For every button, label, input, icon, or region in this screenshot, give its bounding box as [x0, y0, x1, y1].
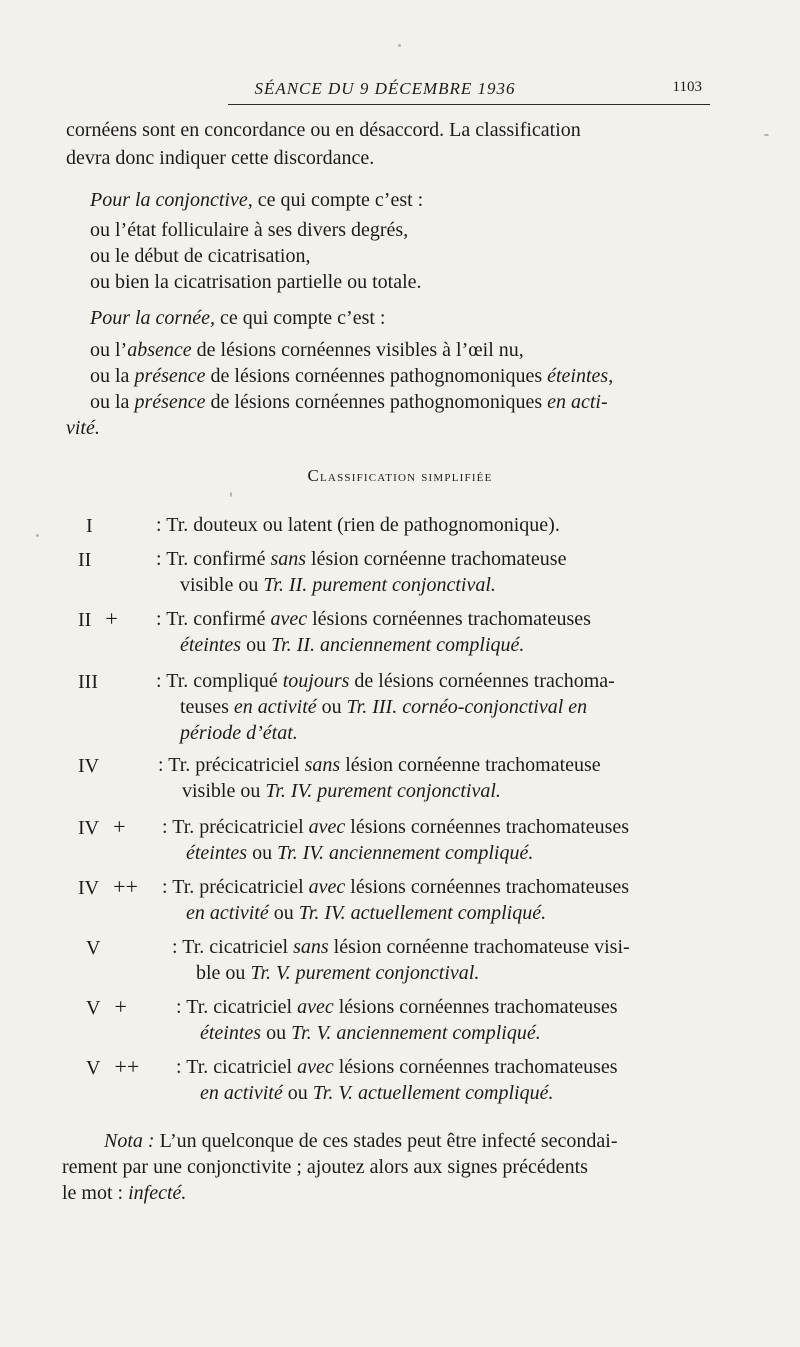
paper-speck — [764, 134, 769, 136]
description-text: ou — [261, 1022, 292, 1044]
description-text: lésions cornéennes trachomateuses — [333, 1056, 618, 1078]
conjunctiva-lead — [90, 188, 423, 212]
classification-stage — [86, 995, 127, 1020]
stage-plus-marker: + — [105, 606, 118, 631]
description-text: ou — [316, 696, 347, 718]
description-text: ou — [282, 1082, 313, 1104]
classification-description — [162, 874, 629, 926]
cornea-label: Pour la cornée, — [90, 307, 215, 329]
stage-numeral: V — [86, 1057, 101, 1079]
description-emphasis: éteintes — [180, 634, 242, 656]
description-line — [162, 874, 629, 900]
description-text: lésions cornéennes trachomateuses — [345, 876, 630, 898]
description-text: visible ou — [182, 780, 266, 802]
cornea-item-text: ou l’ — [90, 339, 128, 361]
description-line — [156, 694, 615, 720]
cornea-item-emphasis: éteintes — [547, 365, 609, 387]
conjunctiva-item: ou bien la cicatrisation partielle ou totale. — [90, 271, 422, 293]
cornea-item-emphasis: présence — [134, 391, 206, 413]
classification-description — [156, 606, 591, 658]
description-text: ble ou — [196, 962, 251, 984]
conjunctiva-lead-text: ce qui compte c’est : — [252, 189, 424, 211]
running-title: SÉANCE DU 9 DÉCEMBRE 1936 — [254, 79, 516, 98]
description-line — [156, 668, 615, 694]
stage-plus-marker: ++ — [113, 874, 138, 899]
description-emphasis: avec — [297, 996, 334, 1018]
description-text: : Tr. précicatriciel — [162, 876, 309, 898]
description-emphasis: Tr. II. purement conjonctival. — [263, 574, 496, 596]
description-emphasis: éteintes — [186, 842, 248, 864]
description-line — [176, 1080, 618, 1106]
nota-emphasis: infecté. — [128, 1182, 187, 1204]
classification-description — [158, 752, 601, 804]
classification-stage — [78, 753, 113, 778]
description-emphasis: Tr. IV. actuellement compliqué. — [298, 902, 547, 924]
cornea-item-text: de lésions cornéennes pathognomoniques — [205, 391, 548, 413]
description-line — [156, 720, 615, 746]
classification-description — [176, 1054, 618, 1106]
description-line — [156, 606, 591, 632]
description-line — [158, 752, 601, 778]
description-emphasis: sans — [304, 754, 341, 776]
description-text: : Tr. douteux ou latent (rien de pathognomonique). — [156, 514, 560, 536]
classification-description — [172, 934, 630, 986]
stage-numeral: V — [86, 997, 101, 1019]
classification-description — [156, 668, 615, 746]
description-line — [162, 900, 629, 926]
description-text: : Tr. cicatriciel — [176, 1056, 298, 1078]
intro-line-2: devra donc indiquer cette discordance. — [66, 147, 375, 169]
nota-line-2: rement par une conjonctivite ; ajoutez alors aux signes précédents — [62, 1156, 588, 1178]
nota-line-1 — [104, 1128, 618, 1154]
section-heading — [0, 466, 800, 486]
nota-line-3 — [62, 1180, 186, 1206]
conjunctiva-item: ou le début de cicatrisation, — [90, 245, 311, 267]
description-text: : Tr. cicatriciel — [176, 996, 298, 1018]
description-emphasis: période d’état. — [180, 722, 298, 744]
heading-initial: C — [307, 466, 321, 485]
classification-description — [156, 512, 560, 538]
page-number: 1103 — [672, 79, 702, 95]
stage-numeral: IV — [78, 817, 100, 839]
description-text: ou — [241, 634, 272, 656]
description-line — [156, 512, 560, 538]
description-emphasis: Tr. V. purement conjonctival. — [250, 962, 480, 984]
nota-text: le mot : — [62, 1182, 129, 1204]
header-rule — [228, 104, 710, 105]
description-emphasis: Tr. II. anciennement compliqué. — [271, 634, 525, 656]
classification-description — [176, 994, 618, 1046]
description-text: lésions cornéennes trachomateuses — [345, 816, 630, 838]
cornea-lead-text: ce qui compte c’est : — [214, 307, 386, 329]
description-emphasis: Tr. III. cornéo-conjonctival en — [346, 696, 588, 718]
description-text: lésion cornéenne trachomateuse visi- — [328, 936, 630, 958]
description-text: visible ou — [180, 574, 264, 596]
description-text: : Tr. cicatriciel — [172, 936, 294, 958]
paper-speck — [36, 534, 39, 537]
stage-numeral: IV — [78, 755, 100, 777]
description-line — [172, 960, 630, 986]
description-line — [172, 934, 630, 960]
stage-numeral: V — [86, 937, 101, 959]
classification-stage — [78, 607, 118, 632]
stage-numeral: II — [78, 609, 92, 631]
cornea-lead — [90, 306, 385, 330]
classification-stage — [78, 547, 105, 572]
description-emphasis: en activité — [233, 696, 317, 718]
classification-description — [156, 546, 566, 598]
cornea-item-text: de lésions cornéennes pathognomoniques — [205, 365, 548, 387]
description-emphasis: avec — [270, 608, 308, 630]
classification-stage — [78, 815, 126, 840]
description-text: de lésions cornéennes trachoma- — [349, 670, 615, 692]
cornea-item — [90, 390, 608, 414]
description-emphasis: Tr. IV. anciennement compliqué. — [277, 842, 534, 864]
description-text: teuses — [180, 696, 234, 718]
paper-speck — [230, 492, 232, 497]
description-emphasis: toujours — [282, 670, 350, 692]
description-text: lésion cornéenne trachomateuse — [340, 754, 601, 776]
description-emphasis: en activité — [186, 902, 269, 924]
cornea-item-text: ou la — [90, 365, 135, 387]
stage-numeral: IV — [78, 877, 100, 899]
stage-numeral: III — [78, 671, 98, 693]
nota-label: Nota : — [104, 1130, 155, 1152]
classification-stage — [86, 1055, 139, 1080]
description-text: : Tr. compliqué — [156, 670, 283, 692]
cornea-item — [90, 364, 613, 388]
heading-rest: lassification simplifiée — [320, 469, 493, 485]
description-text: lésion cornéenne trachomateuse — [306, 548, 567, 570]
cornea-item-emphasis: présence — [134, 365, 206, 387]
description-emphasis: avec — [308, 816, 346, 838]
cornea-item-emphasis: absence — [127, 339, 192, 361]
classification-stage — [86, 935, 114, 960]
stage-plus-marker: ++ — [114, 1054, 140, 1079]
conjunctiva-item: ou l’état folliculaire à ses divers degrés, — [90, 219, 409, 241]
description-emphasis: en activité — [200, 1082, 283, 1104]
description-line — [176, 1020, 618, 1046]
description-text: : Tr. confirmé — [156, 548, 271, 570]
description-line — [156, 572, 566, 598]
description-line — [162, 840, 629, 866]
description-line — [162, 814, 629, 840]
classification-stage — [78, 875, 138, 900]
description-emphasis: avec — [297, 1056, 334, 1078]
stage-plus-marker: + — [113, 814, 126, 839]
description-text: lésions cornéennes trachomateuses — [307, 608, 591, 630]
description-text: ou — [247, 842, 278, 864]
description-emphasis: Tr. V. anciennement compliqué. — [291, 1022, 541, 1044]
conjunctiva-label: Pour la conjonctive, — [90, 189, 253, 211]
nota-text: L’un quelconque de ces stades peut être infecté secondai- — [154, 1130, 618, 1152]
description-emphasis: Tr. V. actuellement compliqué. — [312, 1082, 554, 1104]
description-text: : Tr. confirmé — [156, 608, 271, 630]
cornea-item-emphasis: en acti- — [547, 391, 608, 413]
description-emphasis: sans — [293, 936, 329, 958]
intro-line-1: cornéens sont en concordance ou en désaccord. La classification — [66, 119, 581, 141]
stage-numeral: II — [78, 549, 92, 571]
description-emphasis: Tr. IV. purement conjonctival. — [265, 780, 501, 802]
description-text: ou — [268, 902, 299, 924]
description-line — [156, 632, 591, 658]
description-emphasis: avec — [308, 876, 346, 898]
cornea-item-text: ou la — [90, 391, 135, 413]
description-emphasis: éteintes — [200, 1022, 262, 1044]
description-text: : Tr. précicatriciel — [158, 754, 305, 776]
description-line — [156, 546, 566, 572]
description-text: lésions cornéennes trachomateuses — [333, 996, 618, 1018]
cornea-item-text: de lésions cornéennes visibles à l’œil nu, — [191, 339, 524, 361]
stage-numeral: I — [86, 515, 93, 537]
cornea-item — [90, 338, 524, 362]
description-line — [176, 1054, 618, 1080]
cornea-continuation: vité. — [66, 417, 100, 439]
description-line — [158, 778, 601, 804]
running-head — [60, 76, 710, 104]
classification-stage — [86, 513, 107, 538]
description-line — [176, 994, 618, 1020]
cornea-item-text: , — [608, 365, 614, 387]
classification-description — [162, 814, 629, 866]
description-emphasis: sans — [270, 548, 307, 570]
classification-stage — [78, 669, 112, 694]
paper-speck — [398, 44, 401, 47]
stage-plus-marker: + — [114, 994, 127, 1019]
description-text: : Tr. précicatriciel — [162, 816, 309, 838]
